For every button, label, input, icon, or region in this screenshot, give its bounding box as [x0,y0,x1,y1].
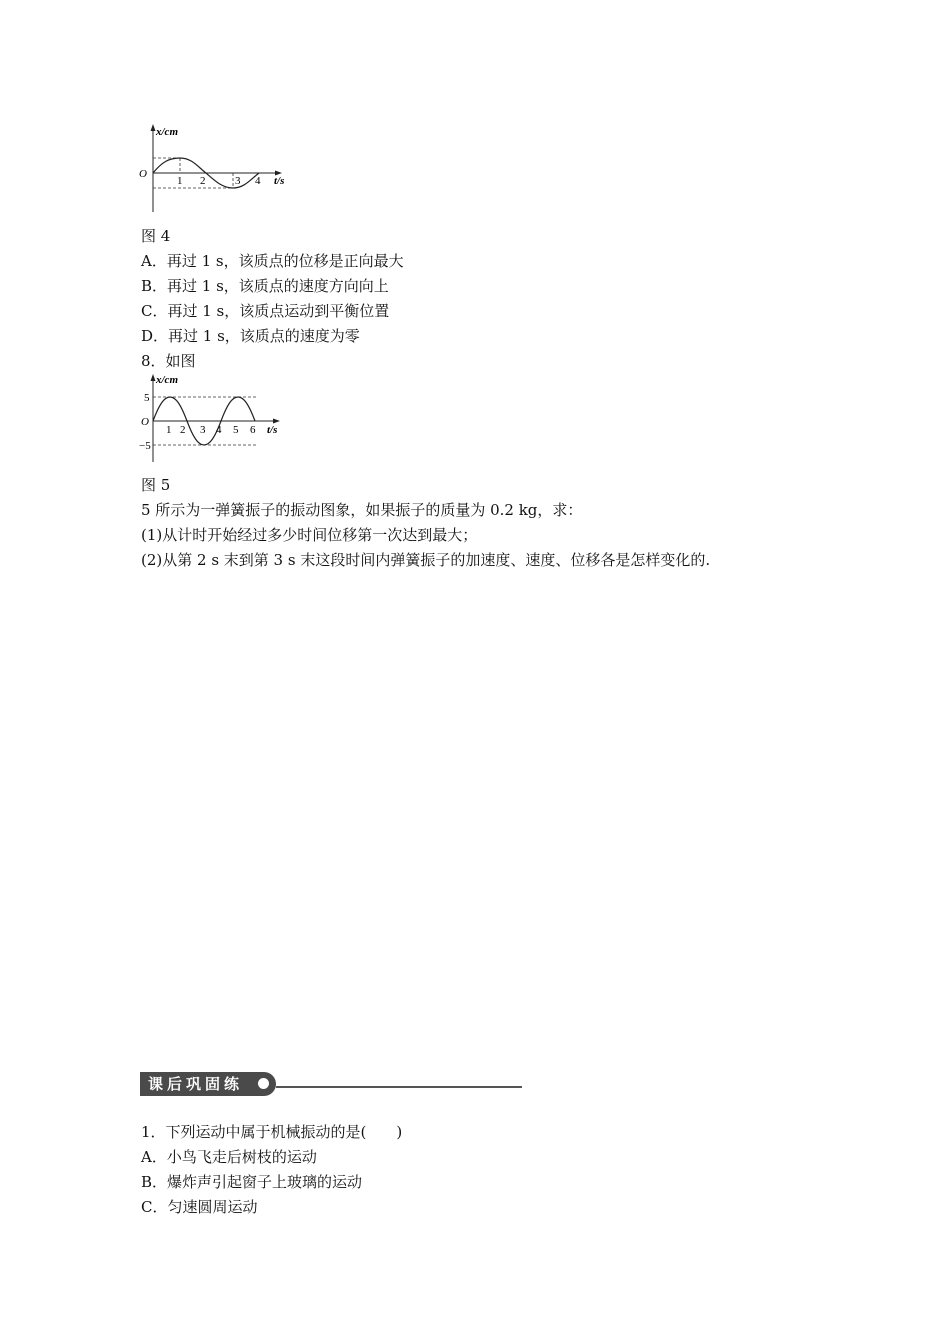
section-banner-box [140,1072,276,1096]
fig5-tick-4: 4 [216,424,222,436]
fig5-tick-1: 1 [166,424,172,436]
q8-part-1: (1)从计时开始经过多少时间位移第一次达到最大； [141,526,478,544]
fig4-x-label: t/s [274,175,285,187]
q1-stem: 1．下列运动中属于机械振动的是( ) [141,1123,403,1141]
fig5-y-label: x/cm [156,374,178,386]
figure-4-caption: 图 4 [141,227,171,245]
fig5-origin: O [141,416,149,428]
fig5-y-top: 5 [144,392,150,404]
fig5-y-bottom: −5 [139,440,151,452]
fig4-y-label: x/cm [156,126,178,138]
q1-option-b: B．爆炸声引起窗子上玻璃的运动 [141,1173,363,1191]
fig5-x-label: t/s [267,424,278,436]
figure-4-graph [136,122,296,214]
q7-option-d: D．再过 1 s，该质点的速度为零 [141,327,360,345]
section-divider [276,1086,522,1088]
figure-5-caption: 图 5 [141,476,171,494]
fig4-tick-1: 1 [177,175,183,187]
fig4-tick-4: 4 [255,175,261,187]
q8-intro: 8．如图 [141,352,196,370]
q1-option-c: C．匀速圆周运动 [141,1198,258,1216]
q7-option-b: B．再过 1 s，该质点的速度方向向上 [141,277,389,295]
q8-text: 5 所示为一弹簧振子的振动图象，如果振子的质量为 0.2 kg，求： [141,501,583,519]
q8-part-2: (2)从第 2 s 末到第 3 s 末这段时间内弹簧振子的加速度、速度、位移各是怎样变化的. [141,551,711,569]
fig4-origin: O [139,168,147,180]
banner-dot-icon [258,1078,269,1089]
fig5-tick-6: 6 [250,424,256,436]
q7-option-a: A．再过 1 s，该质点的位移是正向最大 [141,252,404,270]
section-banner-title: 课后巩固练 [148,1075,244,1093]
q7-option-c: C．再过 1 s，该质点运动到平衡位置 [141,302,390,320]
fig5-tick-2: 2 [180,424,186,436]
fig5-tick-3: 3 [200,424,206,436]
section-banner [140,1072,522,1098]
q1-option-a: A．小鸟飞走后树枝的运动 [141,1148,317,1166]
figure-5-graph [136,370,286,464]
fig4-tick-2: 2 [200,175,206,187]
fig5-tick-5: 5 [233,424,239,436]
fig4-tick-3: 3 [235,175,241,187]
